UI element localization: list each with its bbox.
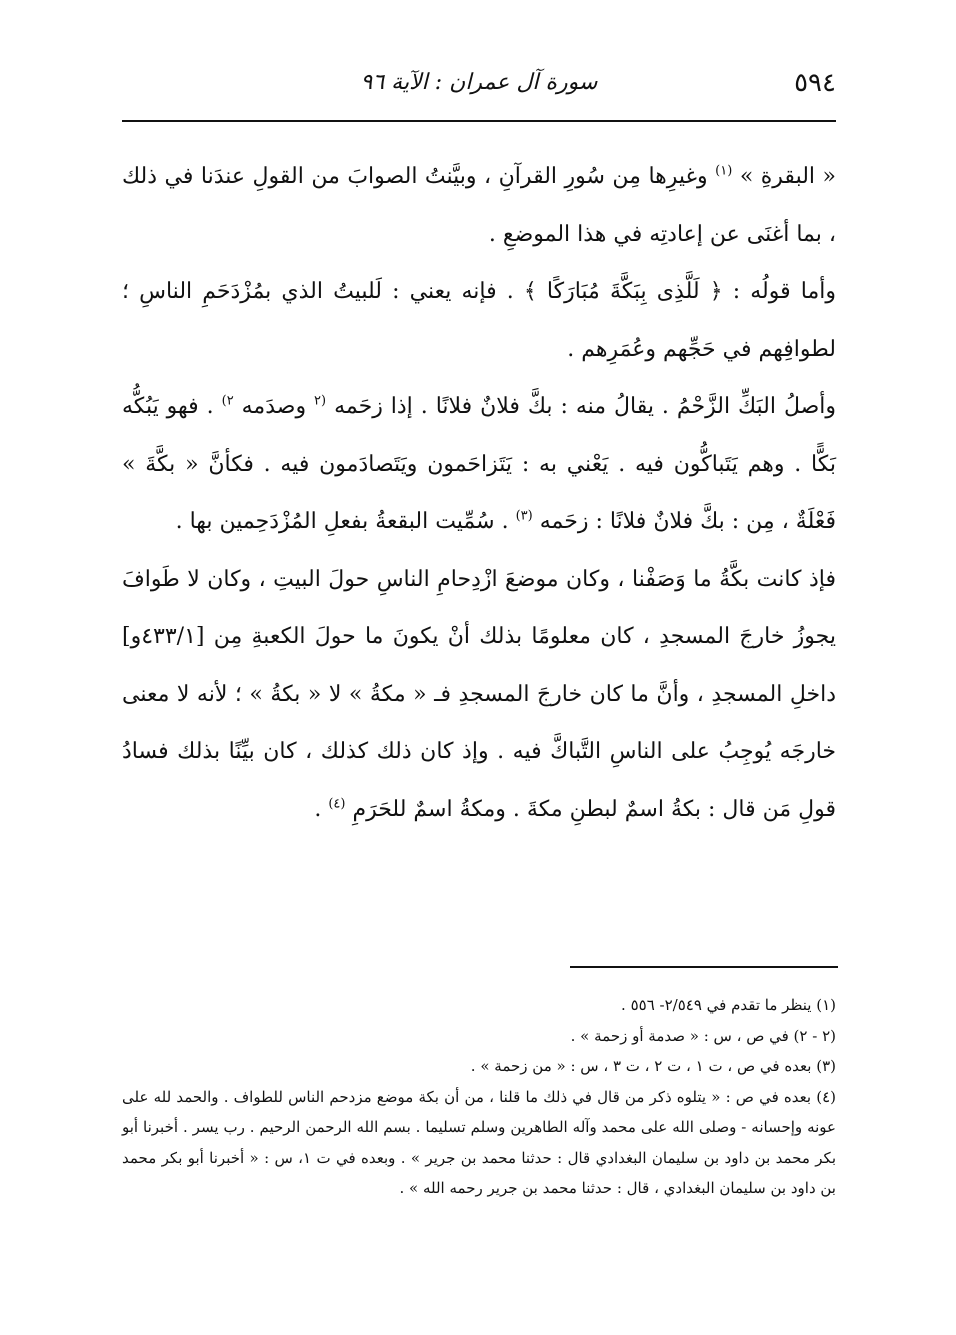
footnote-2: (٢ - ٢) في ص ، س : « صدمة أو زحمة » . xyxy=(570,1026,836,1045)
paragraph-1-part-1: « البقرةِ » xyxy=(739,164,836,189)
running-title: سورة آل عمران : الآية ٩٦ xyxy=(360,70,598,95)
footnote-1: (١) ينظر ما تقدم في ٢/٥٤٩- ٥٥٦ . xyxy=(621,996,836,1014)
footnote-marker-3: (٣) xyxy=(515,508,533,524)
footnote-3: (٣) بعده في ص ، ت ١ ، ت ٢ ، ت ٣ ، س : « من زحمة » . xyxy=(470,1057,836,1075)
paragraph-3-part-4: . سُمِّيت البقعةُ بفعلِ المُزْدَحِمين بها . xyxy=(175,509,509,534)
footnote-marker-1: (١) xyxy=(715,163,733,179)
footnote-marker-2-open: (٢ xyxy=(314,393,327,409)
paragraph-3 xyxy=(122,378,836,551)
running-head xyxy=(122,62,836,112)
footnotes xyxy=(122,990,836,1204)
paragraph-2 xyxy=(122,263,836,378)
paragraph-4-part-2: . xyxy=(314,796,322,822)
footnote-separator xyxy=(570,966,838,968)
footnote-4: (٤) بعده في ص : « يتلوه ذكر من قال في ذلك ما قلنا ، من أن بكة موضع مزدحم الناس للطواف . والحمد لله على عونه وإحسانه - وصلى الله على محمد وآله الطاهرين وسلم تسليما . بسم الله الرحمن الرحيم . رب يسر . أخبرنا أبو بكر محمد بن داود بن سليمان البغدادي قال : حدثنا محمد بن جرير » . وبعده في ت ١، س : « أخبرنا أبو بكر محمد بن داود بن سليمان البغدادي ، قال : حدثنا محمد بن جرير رحمه الله » . xyxy=(122,1087,837,1197)
paragraph-4-part-1: فإذ كانت بكَّةُ ما وَصَفْنا ، وكان موضعَ ازْدِحامِ الناسِ حولَ البيتِ ، وكان لا طَوافَ يجوزُ خارجَ المسجدِ ، كان معلومًا بذلك أنْ يكونَ ما حولَ الكعبةِ مِن [٤٣٣/١و] داخلِ المسجدِ ، وأنَّ ما كان خارجَ المسجدِ فـ « مكةُ » لا « بكةُ » ؛ لأنه لا معنى خارجَه يُوجِبُ على الناسِ التَّباكَّ فيه . وإذ كان ذلك كذلك ، كان بيِّنًا بذلك فسادُ قولِ مَن قال : بكةُ اسمٌ لبطنِ مكةَ . ومكةُ اسمٌ للحَرَمِ xyxy=(122,566,836,822)
paragraph-1 xyxy=(122,148,836,263)
paragraph-2-text: وأما قولُه : ﴿ لَلَّذِى بِبَكَّةَ مُبَارَكًا ﴾ . فإنه يعني : لَلبيتُ الذي بمُزْدَحَمِ الناسِ ؛ لطوافِهم في حَجِّهم وعُمَرِهم . xyxy=(122,279,836,362)
paragraph-3-part-3: . فهو يَبُكُّه بَكًّا . وهم يَتَباكُّون فيه . يَعْني به : يَتَزاحَمون ويَتَصادَمون فيه . فكأنَّ « بكَّةَ » فَعْلَةٌ ، مِن : بكَّ فلانٌ فلانًا : زحَمه xyxy=(122,394,836,534)
paragraph-4 xyxy=(122,551,836,839)
footnote-marker-2-close: ٢) xyxy=(221,393,234,409)
page-number: ٥٩٤ xyxy=(794,68,836,98)
header-rule xyxy=(122,120,836,122)
main-text xyxy=(122,148,836,838)
paragraph-1-part-2: وغيرِها مِن سُورِ القرآنِ ، وبيَّنتُ الصوابَ من القولِ عندَنا في ذلك ، بما أغنَى عن إعادتِه في هذا الموضعِ . xyxy=(122,164,836,247)
paragraph-3-part-1: وأصلُ البَكِّ الزَّحْمُ . يقالُ منه : بكَّ فلانٌ فلانًا . إذا زحَمه xyxy=(334,394,837,419)
footnote-marker-4: (٤) xyxy=(328,796,346,812)
paragraph-3-part-2: وصدَمه xyxy=(241,394,307,419)
